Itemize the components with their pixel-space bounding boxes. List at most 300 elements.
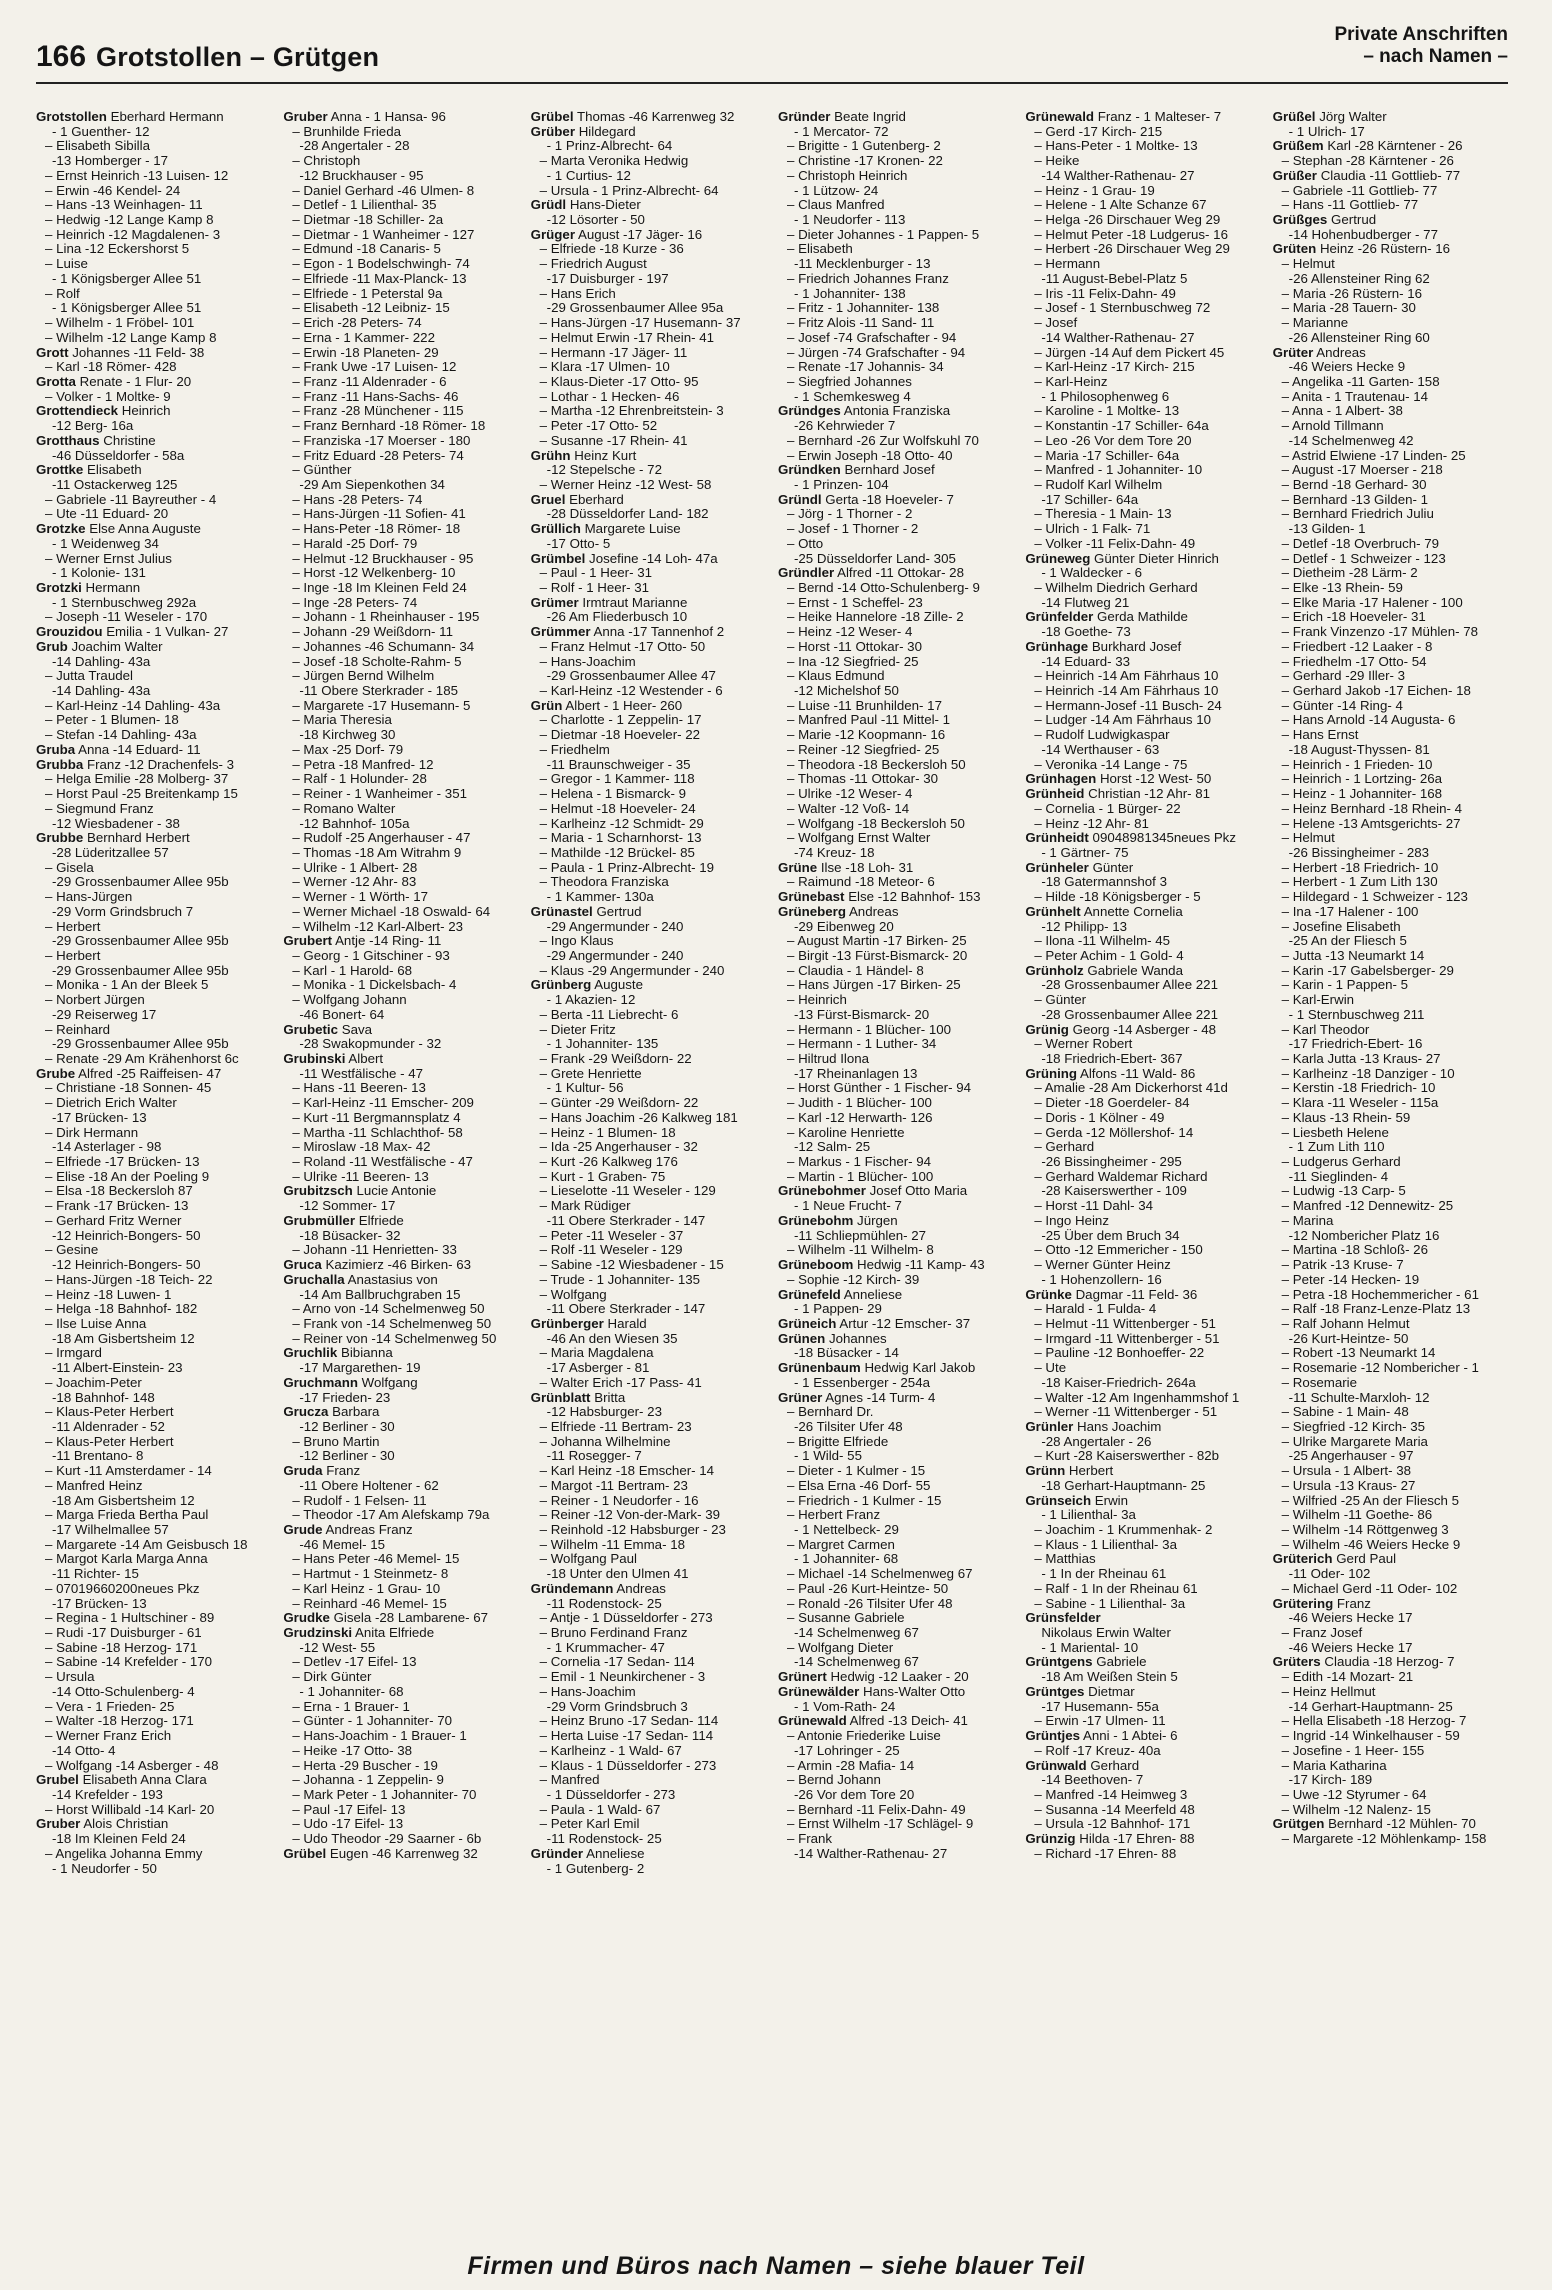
entry-surname: Grub: [36, 639, 68, 654]
directory-entry: [36, 552, 275, 567]
entry-details: Reiner - 1 Wanheimer - 351: [303, 787, 467, 802]
entry-details: -18 Büsacker- 32: [299, 1228, 401, 1243]
entry-details: Brigitte - 1 Gutenberg- 2: [798, 139, 941, 154]
entry-details: Friedrich August: [550, 257, 647, 272]
entry-details: Joachim - 1 Krummenhak- 2: [1045, 1523, 1213, 1537]
directory-entry: [1273, 522, 1512, 537]
directory-entry: [531, 581, 770, 596]
entry-details: Heinz -26 Rüstern- 16: [1319, 242, 1451, 257]
entry-details: Theodora -18 Beckersloh 50: [797, 757, 966, 772]
entry-details: -14 Krefelder - 193: [52, 1787, 163, 1802]
entry-details: - 1 Lilienthal- 3a: [1041, 1508, 1136, 1523]
directory-entry: [778, 1111, 1017, 1126]
directory-entry: [1025, 1759, 1264, 1774]
entry-details: Josefine - 1 Heer- 155: [1292, 1743, 1425, 1758]
entry-details: Sabine -14 Krefelder - 170: [56, 1655, 213, 1670]
entry-details: - 1 Sternbuschweg 292a: [52, 595, 197, 610]
entry-details: Paul -26 Kurt-Heintze- 50: [798, 1581, 949, 1596]
directory-entry: [1273, 1420, 1512, 1435]
entry-details: - 1 Prinz-Albrecht- 64: [546, 139, 673, 154]
directory-entry: [778, 1832, 1017, 1847]
directory-entry: [531, 890, 770, 905]
entry-details: -12 Berg- 16a: [52, 419, 134, 434]
directory-entry: [1025, 331, 1264, 346]
directory-entry: [778, 1302, 1017, 1317]
entry-details: Günter: [1092, 860, 1134, 875]
directory-entry: [1273, 1037, 1512, 1052]
entry-details: Horst Paul -25 Breitenkamp 15: [56, 787, 238, 802]
entry-surname: Grütgen: [1272, 1817, 1325, 1832]
entry-details: Ronald -26 Tilsiter Ufer 48: [798, 1596, 953, 1611]
entry-details: Bernd -18 Gerhard- 30: [1292, 477, 1427, 492]
directory-entry: [778, 699, 1017, 714]
entry-details: Helmut Erwin -17 Rhein- 41: [550, 330, 715, 345]
directory-entry: [531, 552, 770, 567]
entry-surname: Grünewälder: [777, 1684, 860, 1699]
entry-surname: Grubetic: [283, 1022, 339, 1037]
entry-details: Kurt -28 Kaiserswerther - 82b: [1045, 1449, 1220, 1464]
entry-details: Josef - 1 Sternbuschweg 72: [1045, 301, 1211, 316]
entry-details: Hartmut - 1 Steinmetz- 8: [303, 1567, 449, 1582]
entry-details: - 1 Johanniter- 68: [793, 1552, 899, 1567]
entry-details: Kerstin -18 Friedrich- 10: [1292, 1081, 1436, 1096]
directory-entry: [531, 861, 770, 876]
entry-details: Elsa Erna -46 Dorf- 55: [798, 1478, 931, 1493]
directory-entry: [36, 596, 275, 611]
directory-entry: [778, 198, 1017, 213]
directory-entry: [1273, 1155, 1512, 1170]
entry-details: Hiltrud Ilona: [798, 1052, 870, 1066]
directory-entry: [1273, 360, 1512, 375]
directory-entry: [283, 139, 522, 154]
directory-entry: [1025, 920, 1264, 935]
entry-details: Werner Robert: [1045, 1037, 1133, 1052]
entry-details: -11 Obere Sterkrader - 147: [546, 1213, 706, 1228]
directory-entry: [36, 581, 275, 596]
entry-details: Ilse Luise Anna: [56, 1316, 147, 1331]
entry-surname: Grotzki: [36, 581, 82, 595]
directory-entry: [531, 110, 770, 125]
directory-entry: [531, 846, 770, 861]
entry-surname: Gruchalla: [283, 1272, 345, 1287]
entry-details: Richard -17 Ehren- 88: [1045, 1846, 1177, 1861]
directory-entry: [778, 1464, 1017, 1479]
directory-entry: [531, 1405, 770, 1420]
entry-details: -11 Schulte-Marxloh- 12: [1288, 1390, 1430, 1405]
directory-entry: [36, 1023, 275, 1038]
directory-entry: [36, 1626, 275, 1641]
directory-entry: [283, 331, 522, 346]
directory-entry: [531, 463, 770, 478]
directory-entry: [36, 1302, 275, 1317]
entry-details: Franziska -17 Moerser - 180: [303, 433, 471, 448]
directory-entry: [531, 169, 770, 184]
entry-details: Luise: [56, 257, 88, 272]
entry-details: Klaus -29 Angermunder - 240: [550, 963, 725, 978]
entry-details: -46 Weiers Hecke 9: [1288, 360, 1406, 375]
directory-entry: [36, 1229, 275, 1244]
directory-entry: [778, 1288, 1017, 1303]
entry-details: Andreas Franz: [325, 1523, 413, 1537]
entry-details: -46 An den Wiesen 35: [546, 1331, 678, 1346]
entry-details: -29 Reiserweg 17: [52, 1007, 157, 1022]
directory-entry: [1273, 772, 1512, 787]
directory-entry: [1273, 331, 1512, 346]
directory-entry: [36, 110, 275, 125]
entry-details: Heinrich -14 Am Fährhaus 10: [1045, 684, 1219, 699]
directory-entry: [778, 875, 1017, 890]
entry-details: Inge -28 Peters- 74: [303, 595, 418, 610]
entry-details: Harald: [607, 1316, 647, 1331]
directory-entry: [531, 1346, 770, 1361]
directory-entry: [36, 610, 275, 625]
entry-details: -11 Westfälische - 47: [299, 1066, 423, 1081]
entry-details: Josef - 1 Thorner - 2: [798, 522, 919, 537]
directory-entry: [1025, 978, 1264, 993]
entry-details: Elfriede: [358, 1213, 404, 1228]
directory-entry: [1273, 993, 1512, 1008]
directory-entry: [36, 1847, 275, 1862]
directory-entry: [531, 154, 770, 169]
entry-details: Hedwig -11 Kamp- 43: [857, 1258, 985, 1273]
directory-entry: [1025, 1685, 1264, 1700]
entry-details: Elisabeth: [87, 463, 142, 478]
directory-entry: [36, 1611, 275, 1626]
entry-details: Josef -74 Grafschafter - 94: [798, 330, 957, 345]
entry-details: Ilona -11 Wilhelm- 45: [1045, 934, 1171, 949]
directory-entry: [1025, 1199, 1264, 1214]
directory-entry: [283, 1597, 522, 1612]
directory-entry: [531, 434, 770, 449]
directory-entry: [283, 228, 522, 243]
directory-entry: [283, 1391, 522, 1406]
entry-details: -14 Schelmenweg 42: [1288, 433, 1414, 448]
directory-entry: [778, 905, 1017, 920]
directory-entry: [778, 655, 1017, 670]
entry-details: -11 Mecklenburger - 13: [793, 257, 931, 272]
directory-entry: [1025, 934, 1264, 949]
directory-entry: [531, 419, 770, 434]
directory-entry: [36, 228, 275, 243]
directory-entry: [531, 1523, 770, 1538]
entry-details: Alfons -11 Wald- 86: [1079, 1066, 1196, 1081]
directory-entry: [283, 1273, 522, 1288]
entry-details: Michael -14 Schelmenweg 67: [798, 1567, 973, 1582]
entry-details: -14 Beethoven- 7: [1041, 1773, 1144, 1788]
entry-details: Karin -17 Gabelsberger- 29: [1292, 963, 1454, 978]
directory-entry: [531, 758, 770, 773]
entry-details: -18 Am Weißen Stein 5: [1041, 1670, 1178, 1685]
entry-details: Joachim Walter: [71, 639, 163, 654]
directory-entry: [1025, 890, 1264, 905]
entry-details: -18 Am Gisbertsheim 12: [52, 1331, 195, 1346]
entry-details: Johann -29 Weißdorn- 11: [303, 625, 453, 640]
entry-surname: Grubitzsch: [283, 1184, 353, 1199]
directory-entry: [283, 831, 522, 846]
directory-entry: [778, 1184, 1017, 1199]
entry-details: Elke Maria -17 Halener - 100: [1292, 595, 1463, 610]
directory-entry: [778, 743, 1017, 758]
directory-entry: [1273, 640, 1512, 655]
directory-entry: [283, 610, 522, 625]
entry-details: Karlheinz -12 Schmidt- 29: [550, 816, 704, 831]
entry-details: Detlef -18 Overbruch- 79: [1292, 536, 1440, 551]
directory-entry: [1025, 772, 1264, 787]
entry-details: Helmut -11 Wittenberger - 51: [1045, 1316, 1216, 1331]
directory-entry: [283, 1288, 522, 1303]
entry-details: Ludwig -13 Carp- 5: [1292, 1184, 1406, 1199]
entry-details: Karoline Henriette: [798, 1125, 905, 1140]
entry-details: Jutta -13 Neumarkt 14: [1292, 948, 1425, 963]
entry-details: Joachim-Peter: [56, 1375, 142, 1390]
entry-details: Franz -11 Hans-Sachs- 46: [303, 389, 459, 404]
entry-details: Luise -11 Brunhilden- 17: [798, 698, 942, 713]
entry-details: Siegmund Franz: [56, 801, 154, 816]
entry-details: Peter Karl Emil: [550, 1817, 640, 1832]
directory-entry: [1273, 655, 1512, 670]
entry-details: Arno von -14 Schelmenweg 50: [302, 1302, 485, 1317]
directory-entry: [36, 1479, 275, 1494]
entry-details: Gerhard Fritz Werner: [56, 1213, 182, 1228]
directory-entry: [36, 1449, 275, 1464]
entry-details: Edmund -18 Canaris- 5: [303, 242, 441, 257]
directory-entry: [36, 846, 275, 861]
directory-entry: [778, 1670, 1017, 1685]
entry-details: Karl - 1 Harold- 68: [303, 963, 413, 978]
directory-entry: [1273, 507, 1512, 522]
entry-details: Wilhelm -11 Goethe- 86: [1292, 1508, 1433, 1523]
entry-details: Antje -14 Ring- 11: [335, 934, 442, 949]
entry-details: Erwin -46 Kendel- 24: [56, 183, 181, 198]
entry-details: Peter Achim - 1 Gold- 4: [1045, 948, 1184, 963]
entry-details: Nikolaus Erwin Walter: [1041, 1626, 1171, 1641]
entry-details: Bernhard Friedrich Juliu: [1292, 507, 1434, 522]
entry-details: -18 Büsacker - 14: [793, 1346, 899, 1361]
entry-details: Hans-Dieter: [569, 198, 641, 213]
entry-surname: Gruel: [530, 492, 566, 507]
entry-details: Hermann: [1045, 257, 1101, 272]
entry-surname: Grünhelt: [1025, 904, 1081, 919]
entry-details: Dietmar -18 Schiller- 2a: [303, 213, 444, 228]
entry-details: - 1 Nettelbeck- 29: [793, 1523, 899, 1537]
directory-entry: [1273, 1111, 1512, 1126]
directory-entry: [283, 581, 522, 596]
entry-surname: Grünefeld: [777, 1287, 841, 1302]
entry-details: Inge -18 Im Kleinen Feld 24: [303, 581, 467, 595]
directory-entry: [1273, 139, 1512, 154]
directory-entry: [283, 964, 522, 979]
directory-entry: [1025, 802, 1264, 817]
entry-details: Franz: [1336, 1596, 1371, 1611]
entry-details: Karl -28 Kärntener - 26: [1327, 139, 1463, 154]
entry-details: Dieter Johannes - 1 Pappen- 5: [798, 227, 980, 242]
directory-entry: [283, 787, 522, 802]
entry-details: Margot -11 Bertram- 23: [550, 1478, 688, 1493]
directory-entry: [1273, 1361, 1512, 1376]
entry-details: -11 Richter- 15: [52, 1567, 139, 1582]
entry-details: Gerhard Jakob -17 Eichen- 18: [1292, 684, 1471, 699]
directory-entry: [1273, 1096, 1512, 1111]
entry-surname: Grouzidou: [36, 625, 103, 640]
directory-entry: [778, 1567, 1017, 1582]
entry-details: Reiner -12 Siegfried- 25: [798, 742, 940, 757]
entry-details: Heike Hannelore -18 Zille- 2: [798, 610, 964, 625]
entry-details: Karin - 1 Pappen- 5: [1292, 978, 1409, 993]
entry-details: -11 Albert-Einstein- 23: [52, 1361, 183, 1376]
directory-entry: [36, 1243, 275, 1258]
directory-entry: [1273, 1023, 1512, 1038]
entry-details: -17 Husemann- 55a: [1041, 1699, 1159, 1714]
entry-details: - 1 Mercator- 72: [793, 124, 889, 139]
entry-details: Heinz Bernhard -18 Rhein- 4: [1292, 801, 1462, 816]
directory-entry: [778, 478, 1017, 493]
directory-entry: [36, 890, 275, 905]
entry-details: -25 Düsseldorfer Land- 305: [793, 551, 956, 566]
entry-details: Martha -12 Ehrenbreitstein- 3: [550, 404, 724, 419]
directory-entry: [1025, 1538, 1264, 1553]
directory-entry: [1025, 728, 1264, 743]
directory-entry: [778, 360, 1017, 375]
entry-details: Renate -29 Am Krähenhorst 6c: [56, 1052, 239, 1066]
entry-surname: Grünewald: [777, 1714, 847, 1729]
entry-details: Elfriede -11 Bertram- 23: [550, 1419, 692, 1434]
directory-entry: [531, 1391, 770, 1406]
directory-entry: [778, 125, 1017, 140]
directory-entry: [1273, 184, 1512, 199]
entry-details: -12 West- 55: [299, 1640, 376, 1655]
entry-details: -12 Bahnhof- 105a: [299, 816, 410, 831]
directory-entry: [283, 846, 522, 861]
entry-details: Horst -12 Welkenberg- 10: [303, 566, 456, 581]
entry-details: Erna - 1 Kammer- 222: [303, 330, 435, 345]
entry-details: -26 Kurt-Heintze- 50: [1288, 1331, 1409, 1346]
entry-details: -28 Lüderitzallee 57: [52, 845, 169, 860]
entry-details: -29 Grossenbaumer Allee 95a: [546, 301, 724, 316]
directory-entry: [1273, 802, 1512, 817]
entry-details: Ina -12 Siegfried- 25: [798, 654, 919, 669]
directory-entry: [778, 522, 1017, 537]
directory-entry: [531, 1538, 770, 1553]
directory-entry: [36, 1508, 275, 1523]
directory-entry: [778, 257, 1017, 272]
entry-surname: Grünberg: [530, 978, 592, 993]
entry-details: -17 Friedrich-Ebert- 16: [1288, 1037, 1423, 1052]
entry-details: Horst -11 Ottokar- 30: [798, 639, 922, 654]
entry-details: -18 Im Kleinen Feld 24: [52, 1832, 186, 1847]
entry-details: Wilhelm -14 Röttgenweg 3: [1292, 1523, 1449, 1537]
directory-entry: [778, 758, 1017, 773]
directory-entry: [531, 390, 770, 405]
entry-details: Johannes -11 Feld- 38: [72, 345, 205, 360]
entry-details: Friedrich Johannes Franz: [798, 271, 949, 286]
entry-details: -18 Gatermannshof 3: [1041, 875, 1167, 890]
directory-entry: [1025, 198, 1264, 213]
directory-entry: [1025, 1067, 1264, 1082]
directory-entry: [36, 169, 275, 184]
directory-entry: [36, 699, 275, 714]
directory-entry: [531, 316, 770, 331]
entry-details: - 1 Lützow- 24: [793, 183, 879, 198]
directory-entry: [36, 993, 275, 1008]
entry-details: Helmut -12 Bruckhauser - 95: [303, 551, 474, 566]
directory-entry: [283, 1685, 522, 1700]
entry-details: Gregor - 1 Kammer- 118: [550, 772, 695, 787]
entry-details: Christine: [103, 433, 156, 448]
directory-entry: [778, 346, 1017, 361]
directory-entry: [778, 301, 1017, 316]
directory-entry: [283, 1229, 522, 1244]
directory-entry: [531, 1552, 770, 1567]
entry-details: Wilhelm -12 Karl-Albert- 23: [303, 919, 464, 934]
entry-details: Elisabeth Anna Clara: [82, 1773, 207, 1788]
entry-details: Ingo Klaus: [550, 934, 614, 949]
entry-details: Herbert: [56, 948, 101, 963]
directory-entry: [36, 1582, 275, 1597]
directory-entry: [1025, 1243, 1264, 1258]
directory-entry: [1273, 1229, 1512, 1244]
entry-details: -14 Schelmenweg 67: [793, 1626, 919, 1641]
entry-details: Manfred Paul -11 Mittel- 1: [798, 713, 951, 728]
entry-details: Daniel Gerhard -46 Ulmen- 8: [303, 183, 475, 198]
entry-details: Peter - 1 Blumen- 18: [56, 713, 179, 728]
entry-surname: Grott: [36, 345, 69, 360]
directory-entry: [1025, 1670, 1264, 1685]
entry-details: Gerd Paul: [1336, 1552, 1397, 1567]
entry-details: Karoline - 1 Moltke- 13: [1045, 404, 1180, 419]
directory-entry: [283, 1258, 522, 1273]
directory-entry: [283, 728, 522, 743]
directory-entry: [1273, 493, 1512, 508]
entry-details: Fritz Eduard -28 Peters- 74: [303, 448, 464, 463]
directory-entry: [778, 1332, 1017, 1347]
directory-entry: [531, 625, 770, 640]
entry-details: Jutta Traudel: [56, 669, 133, 684]
directory-entry: [1273, 346, 1512, 361]
entry-details: Elfriede -11 Max-Planck- 13: [303, 271, 467, 286]
entry-details: Frank -17 Brücken- 13: [56, 1199, 189, 1214]
entry-details: Wilhelm -46 Weiers Hecke 9: [1292, 1537, 1461, 1552]
entry-surname: Gründer: [530, 1846, 584, 1861]
directory-entry: [36, 1700, 275, 1715]
directory-entry: [531, 1184, 770, 1199]
entry-details: Hans-Peter - 1 Moltke- 13: [1045, 139, 1198, 154]
directory-entry: [283, 1435, 522, 1450]
entry-details: Herbert -26 Dirschauer Weg 29: [1045, 242, 1230, 257]
directory-entry: [531, 346, 770, 361]
directory-entry: [778, 449, 1017, 464]
directory-entry: [778, 1700, 1017, 1715]
entry-details: Wilhelm -11 Wilhelm- 8: [798, 1243, 934, 1258]
directory-entry: [1025, 1788, 1264, 1803]
entry-details: Hilde -18 Königsberger - 5: [1045, 890, 1201, 905]
directory-entry: [283, 1611, 522, 1626]
directory-entry: [1273, 1243, 1512, 1258]
directory-entry: [1025, 1361, 1264, 1376]
directory-entry: [1025, 346, 1264, 361]
directory-entry: [1273, 1302, 1512, 1317]
entry-details: Gerhard Waldemar Richard: [1045, 1169, 1208, 1184]
entry-surname: Grübel: [530, 110, 574, 124]
directory-entry: [531, 522, 770, 537]
directory-entry: [283, 993, 522, 1008]
entry-details: Claudia - 1 Händel- 8: [798, 963, 924, 978]
directory-entry: [1025, 228, 1264, 243]
entry-details: Pauline -12 Bonhoeffer- 22: [1045, 1346, 1205, 1361]
directory-entry: [36, 1494, 275, 1509]
directory-entry: [778, 1229, 1017, 1244]
entry-details: Romano Walter: [303, 801, 396, 816]
directory-entry: [1025, 1273, 1264, 1288]
